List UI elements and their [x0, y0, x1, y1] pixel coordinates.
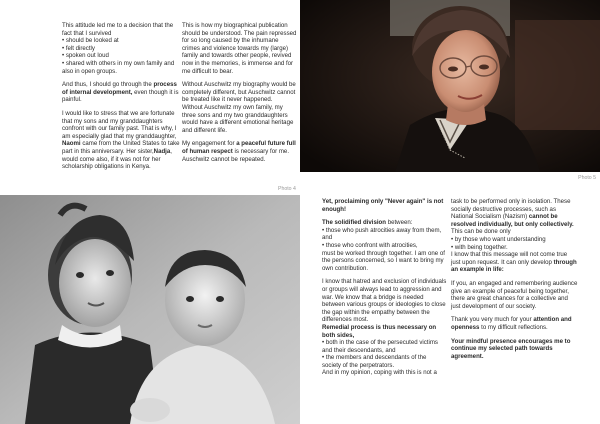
- paragraph-family: [62, 110, 180, 171]
- bullet-item: • by those who want understanding: [451, 235, 546, 243]
- photo-5-caption: Photo 5: [578, 175, 596, 181]
- text-span: I know that this message will not come true just upon request. It can only develop: [451, 251, 568, 266]
- bullet-item: • those who push atrocities away from them, and: [322, 226, 442, 242]
- bold-text: Nadja: [153, 147, 171, 155]
- paragraph-internal-development: [62, 81, 180, 104]
- bold-text: attention and openness: [451, 316, 572, 331]
- text-span: between:: [386, 219, 413, 227]
- text-line: fact that I survived: [62, 29, 112, 37]
- text-span: task to be performed only in isolation. These socially destructive processes, such as National Socialism (Nazism): [451, 198, 571, 221]
- bold-text: Yet, proclaiming only "Never again" is not enough!: [322, 198, 444, 213]
- bold-text: through an example in life:: [451, 258, 577, 274]
- text-span: Without Auschwitz my biography would be completely different, but Auschwitz cannot be treated like it never happened.: [182, 81, 296, 104]
- bullet-item: • shared with others in my own family and: [62, 59, 175, 67]
- top-left-column: [62, 22, 180, 177]
- text-span: I would like to stress that we are fortunate that my sons and my granddaughters confront with our family past. That is why, I am especially glad that my granddaughter,: [62, 109, 177, 140]
- paragraph-survival: [62, 22, 180, 75]
- top-middle-column: [182, 22, 298, 169]
- text-span: And in my opinion, coping with this is not a: [322, 369, 437, 377]
- children-image: [0, 195, 300, 424]
- bullet-item: • the members and descendants of the society of the perpetrators.: [322, 354, 427, 369]
- text-span: And thus, I should go through the: [62, 81, 154, 89]
- paragraph-auschwitz: [182, 81, 298, 134]
- paragraph-biography: This is how my biographical publication should be understood. The pain repressed for so long caused by the inhumane crimes and violence towards my (large) family and towards other people, revived now in the memories, is immense and for me difficult to bear.: [182, 22, 297, 75]
- text-span: Without Auschwitz my own family, my three sons and my two granddaughters would have a different emotional heritage and different life.: [182, 103, 294, 134]
- paragraph-never-again: [322, 198, 447, 213]
- paragraph-audience: If you, an engaged and remembering audience give an example of peaceful being together, there are great chances for a collective and just development of our society.: [451, 279, 578, 310]
- text-span: even though it is painful.: [62, 88, 179, 104]
- bullet-item: • spoken out loud: [62, 52, 109, 60]
- bullet-item: • both in the case of the persecuted victims and their descendants, and: [322, 339, 438, 354]
- photo-two-children: [0, 195, 300, 424]
- text-span: came from the United States to take part in this anniversary. Her sister,: [62, 140, 180, 155]
- bold-text: cannot be resolved individually, but only collectively.: [451, 213, 574, 228]
- paragraph-collective: [451, 198, 578, 274]
- bullet-item: • should be looked at: [62, 37, 119, 45]
- text-span: [322, 219, 447, 227]
- bold-text: a peaceful future full of human respect: [182, 140, 296, 155]
- text-span: My engagement for: [182, 140, 237, 148]
- paragraph-division: [322, 219, 447, 272]
- portrait-image: [300, 0, 600, 172]
- paragraph-closing: [451, 338, 578, 361]
- text-line: This attitude led me to a decision that the: [62, 22, 174, 29]
- bold-text: process of internal development,: [62, 81, 177, 96]
- bottom-middle-column: [322, 198, 447, 383]
- bullet-item: • with being together.: [451, 243, 508, 251]
- text-span: is necessary for me. Auschwitz cannot be repeated.: [182, 147, 290, 163]
- text-span: to my difficult reflections.: [479, 323, 548, 331]
- bullet-item: also in open groups.: [62, 67, 117, 75]
- bold-text: Remedial process is thus necessary on both sides,: [322, 323, 437, 339]
- text-span: must be worked through together. I am one of the persons concerned, so I want to bring my own contribution.: [322, 249, 445, 272]
- photo-4-caption: Photo 4: [278, 186, 296, 192]
- bullet-item: • felt directly: [62, 44, 95, 52]
- paragraph-remedial: [322, 278, 447, 377]
- text-span: This can be done only: [451, 228, 511, 236]
- paragraph-thanks: [451, 316, 578, 331]
- text-span: Thank you very much for your: [451, 316, 534, 324]
- bold-text: The solidified division: [322, 219, 386, 227]
- paragraph-engagement: [182, 140, 298, 163]
- text-span: I know that hatred and exclusion of individuals or groups will always lead to aggression and war. We know that a bridge is needed between various groups or ideologies to close the gap within the empathy between the differences most.: [322, 278, 447, 324]
- bold-text: Naomi: [62, 140, 81, 148]
- photo-portrait-woman: [300, 0, 600, 172]
- text-span: , would come also, if it was not for her scholarship obligations in Kenya.: [62, 147, 172, 171]
- bold-text: Your mindful presence encourages me to continue my selected path towards agreement.: [451, 337, 571, 360]
- bullet-item: • those who confront with atrocities,: [322, 241, 418, 249]
- bottom-right-column: [451, 198, 578, 366]
